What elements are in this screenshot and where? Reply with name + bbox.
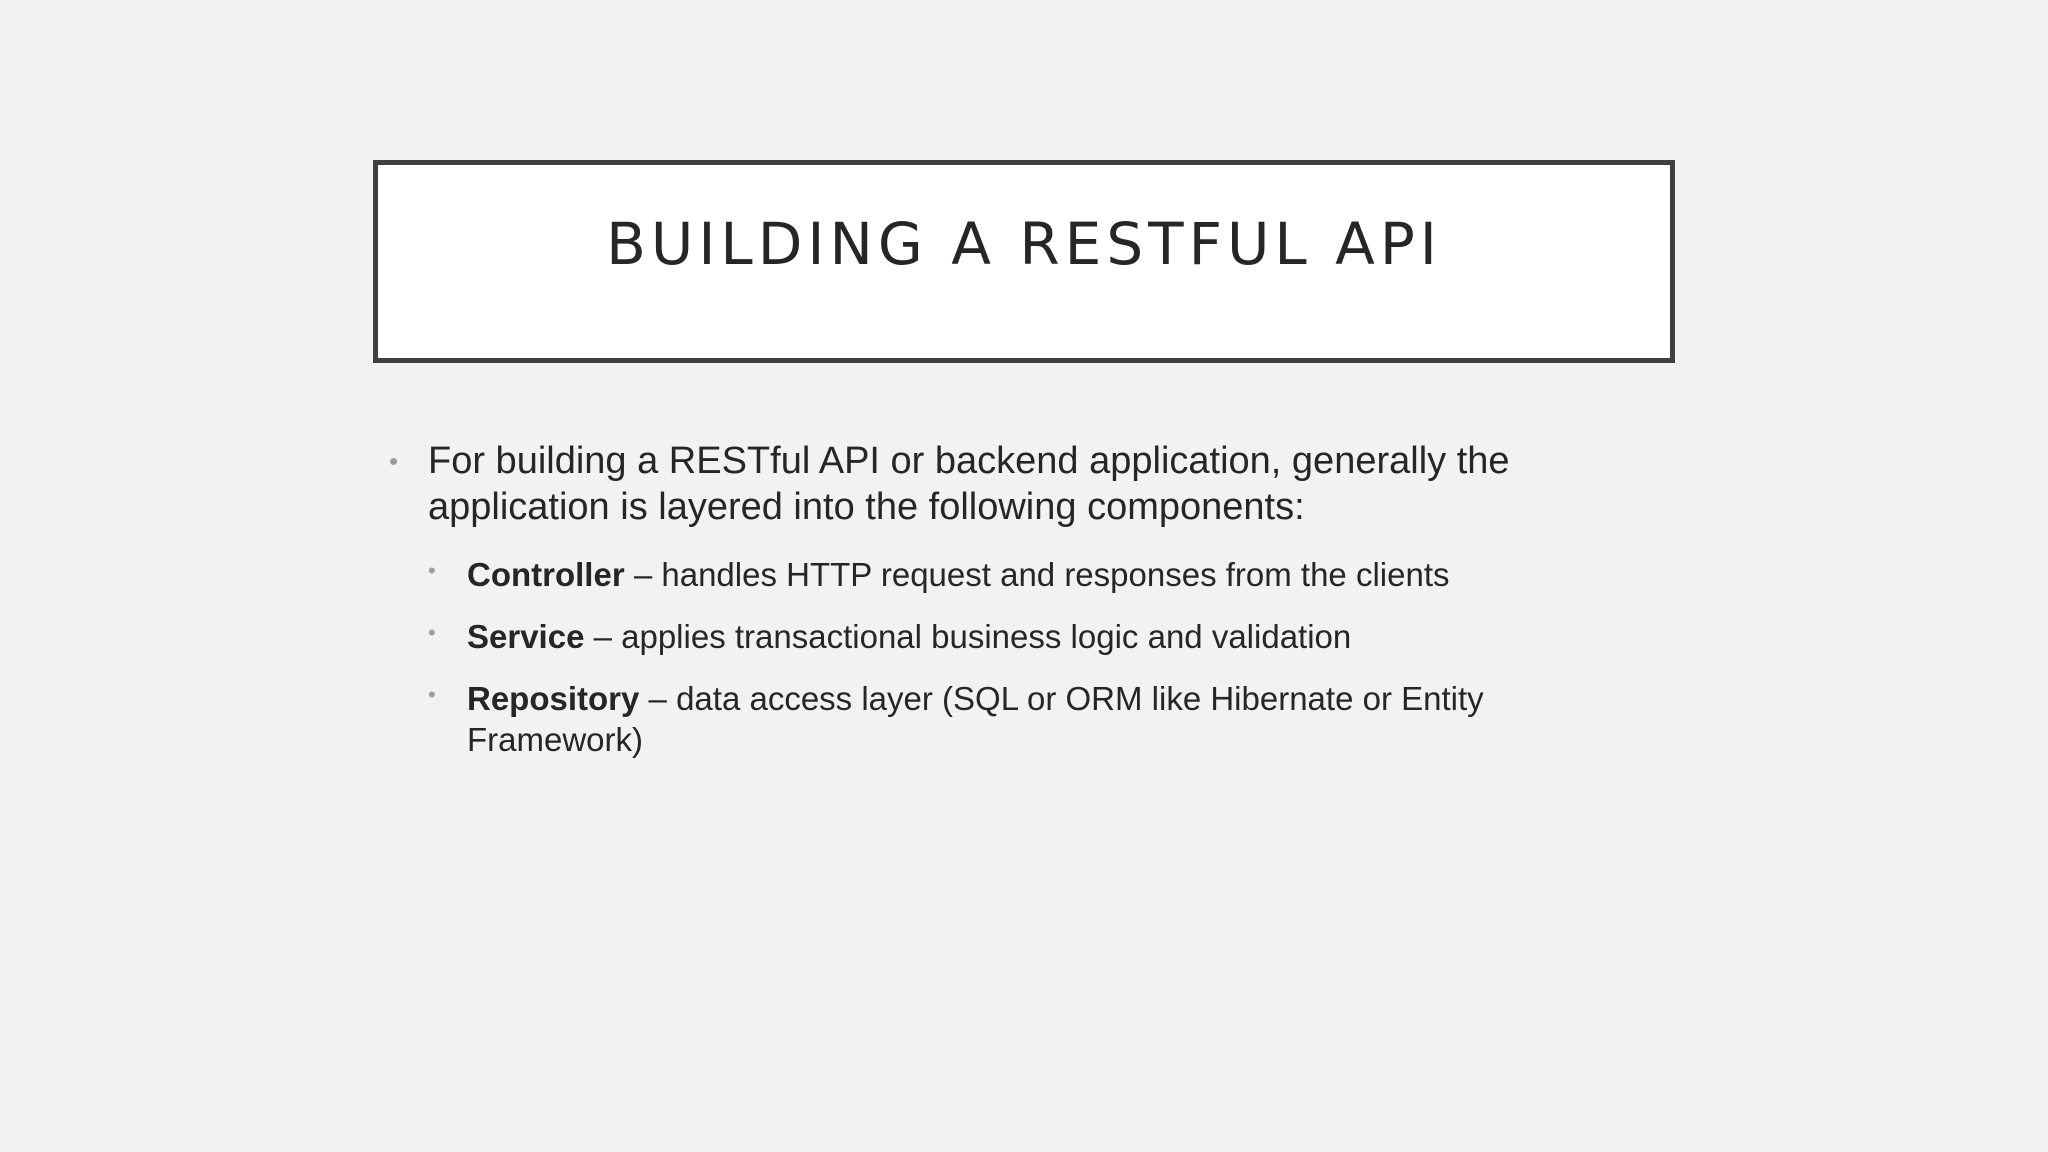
bullet-icon: • xyxy=(428,558,436,583)
list-item-service xyxy=(467,616,1557,657)
item-description: – applies transactional business logic and validation xyxy=(584,618,1352,655)
item-description: – handles HTTP request and responses from the clients xyxy=(624,556,1450,593)
bullet-icon: • xyxy=(428,682,436,707)
item-description: – data access layer (SQL or ORM like Hibernate or Entity Framework) xyxy=(467,680,1484,758)
bullet-icon: • xyxy=(389,446,399,476)
slide-title: BUILDING A RESTFUL API xyxy=(606,210,1442,278)
item-term: Repository xyxy=(467,680,640,717)
intro-paragraph: For building a RESTful API or backend application, generally the application is layered into the following components: xyxy=(428,440,1510,528)
list-item-repository xyxy=(467,678,1557,760)
item-term: Controller xyxy=(467,556,625,593)
list-item-controller xyxy=(467,554,1557,595)
bullet-icon: • xyxy=(428,620,436,645)
item-term: Service xyxy=(467,618,585,655)
